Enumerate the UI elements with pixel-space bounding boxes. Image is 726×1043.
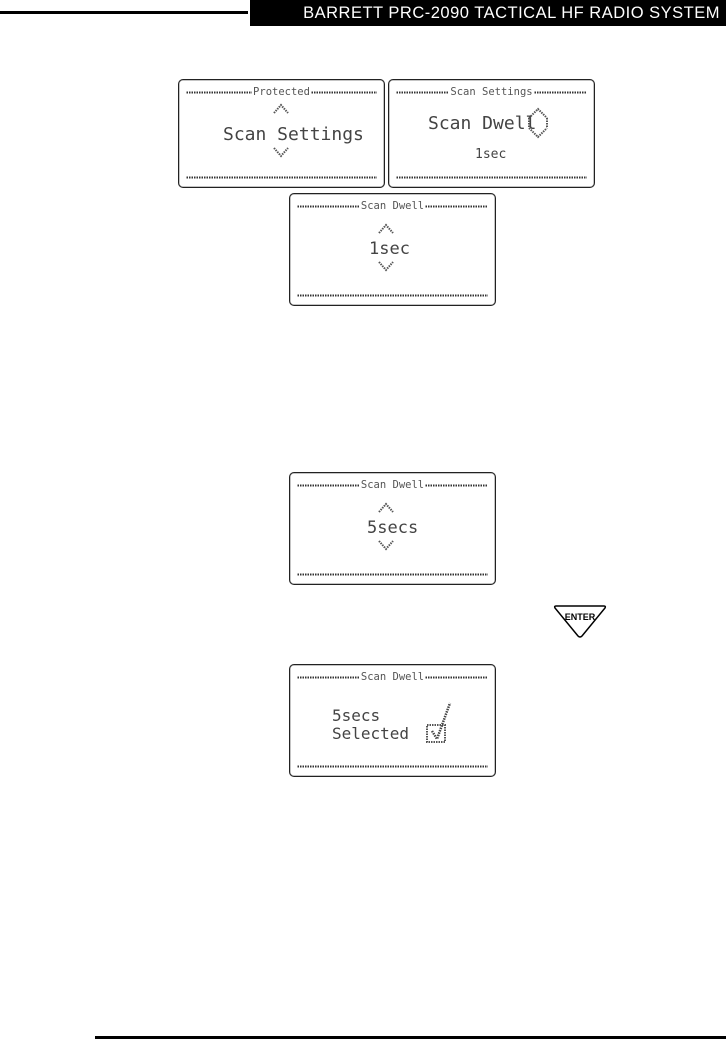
lcd-value-text: 1sec [369, 239, 410, 259]
down-arrow-icon [378, 540, 394, 552]
lcd-screen-scan-dwell-1sec [289, 193, 496, 306]
enter-key-label: ENTER [564, 612, 596, 622]
lcd-line1-text: 5secs [332, 706, 381, 725]
lcd-value-text: 1sec [475, 147, 507, 162]
lcd-main-text: Scan Settings [223, 124, 364, 145]
header-rule [0, 11, 248, 14]
up-arrow-icon [378, 222, 394, 234]
lcd-heading: Protected [253, 85, 310, 98]
down-arrow-icon [378, 261, 394, 273]
document-title: BARRETT PRC-2090 TACTICAL HF RADIO SYSTEM [303, 3, 720, 22]
up-arrow-icon [378, 501, 394, 513]
lcd-screen-protected [178, 79, 385, 188]
lcd-heading: Scan Dwell [360, 199, 425, 212]
down-arrow-icon [273, 147, 289, 159]
lcd-main-text: Scan Dwell [428, 113, 537, 134]
checkbox-checked-icon [424, 699, 454, 745]
enter-key-icon[interactable] [553, 603, 607, 639]
up-down-arrow-icon [526, 106, 550, 140]
lcd-screen-scan-settings [388, 79, 595, 188]
lcd-heading: Scan Dwell [360, 478, 425, 491]
lcd-heading: Scan Dwell [360, 670, 425, 683]
header-bar [250, 0, 726, 26]
lcd-screen-scan-dwell-selected [289, 664, 496, 777]
footer-rule [95, 1036, 726, 1039]
lcd-screen-scan-dwell-5secs [289, 472, 496, 585]
lcd-heading: Scan Settings [450, 85, 533, 98]
lcd-line2-text: Selected [332, 724, 410, 743]
lcd-value-text: 5secs [367, 518, 419, 538]
up-arrow-icon [273, 102, 289, 114]
